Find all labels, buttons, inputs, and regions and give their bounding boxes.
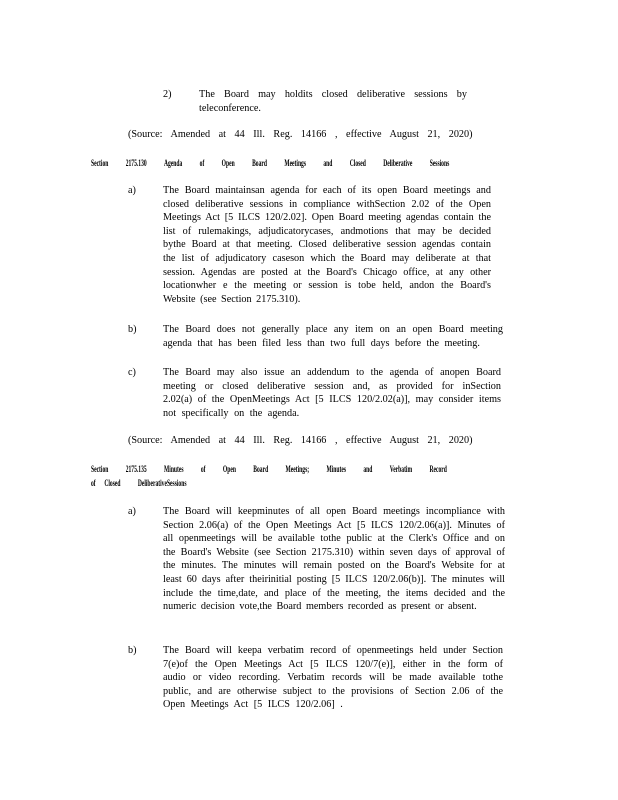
s135-item-a-number: a) <box>128 506 136 517</box>
s130-item-c-text: The Board may also issue an addendum to the agenda of anopen Board meeting or closed deliberative session and, as provided for inSection 2.02(a) of the OpenMeetings Act [5 ILCS 120/2.02(a)], may consider items not specifically on the agenda. <box>163 367 501 419</box>
section-2175-130-heading: Section 2175.130 Agenda of Open Board Meetings and Closed Deliberative Sessions <box>91 158 450 168</box>
s135-item-b-number: b) <box>128 645 137 656</box>
s130-item-a-number: a) <box>128 185 136 196</box>
item-2-number: 2) <box>163 89 172 100</box>
s135-item-b-text: The Board will keepa verbatim record of openmeetings held under Section 7(e)of the Open Meetings Act [5 ILCS 120/7(e)], either in the form of audio or video recording. Verbatim records will be made available tothe public, and are otherwise subject to the provisions of Section 2.06 of the Open Meetings Act [5 ILCS 120/2.06] . <box>163 645 503 711</box>
s130-item-b-number: b) <box>128 324 137 335</box>
s130-item-a-text: The Board maintainsan agenda for each of its open Board meetings and closed deliberative sessions in compliance withSection 2.02 of the Open Meetings Act [5 ILCS 120/2.02]. Open Board meeting agendas contain the list of rulemakings, adjudicatorycases, andmotions that may be decided bythe Board at that meeting. Closed deliberative session agendas contain the list of adjudicatory caseson which the Board may deliberate at that session. Agendas are posted at the Board's Chicago office, at any other locationwher e the meeting or session is tobe held, andon the Board's Website (see Section 2175.310). <box>163 185 491 305</box>
source-note-1: (Source: Amended at 44 Ill. Reg. 14166 , effective August 21, 2020) <box>128 129 473 140</box>
section-2175-135-heading-line1: Section 2175.135 Minutes of Open Board Meetings; Minutes and Verbatim Record <box>91 464 447 474</box>
section-2175-135-heading-line2: of Closed DeliberativeSessions <box>91 478 187 488</box>
s130-item-b-text: The Board does not generally place any item on an open Board meeting agenda that has been filed less than two full days before the meeting. <box>163 324 503 349</box>
s135-item-a-text: The Board will keepminutes of all open Board meetings incompliance with Section 2.06(a) of the Open Meetings Act [5 ILCS 120/2.06(a)]. Minutes of all openmeetings will be available tothe public at the Clerk's Office and on the Board's Website (see Section 2175.310) within seven days of approval of the minutes. The minutes will remain posted on the Board's Website for at least 60 days after theirinitial posting [5 ILCS 120/2.06(b)]. The minutes will include the time,date, and place of the meeting, the items decided and the numeric decision vote,the Board members recorded as present or absent. <box>163 506 505 613</box>
source-note-2: (Source: Amended at 44 Ill. Reg. 14166 , effective August 21, 2020) <box>128 435 473 446</box>
item-2-text: The Board may holdits closed deliberative sessions by teleconference. <box>199 89 467 114</box>
s130-item-c-number: c) <box>128 367 136 378</box>
